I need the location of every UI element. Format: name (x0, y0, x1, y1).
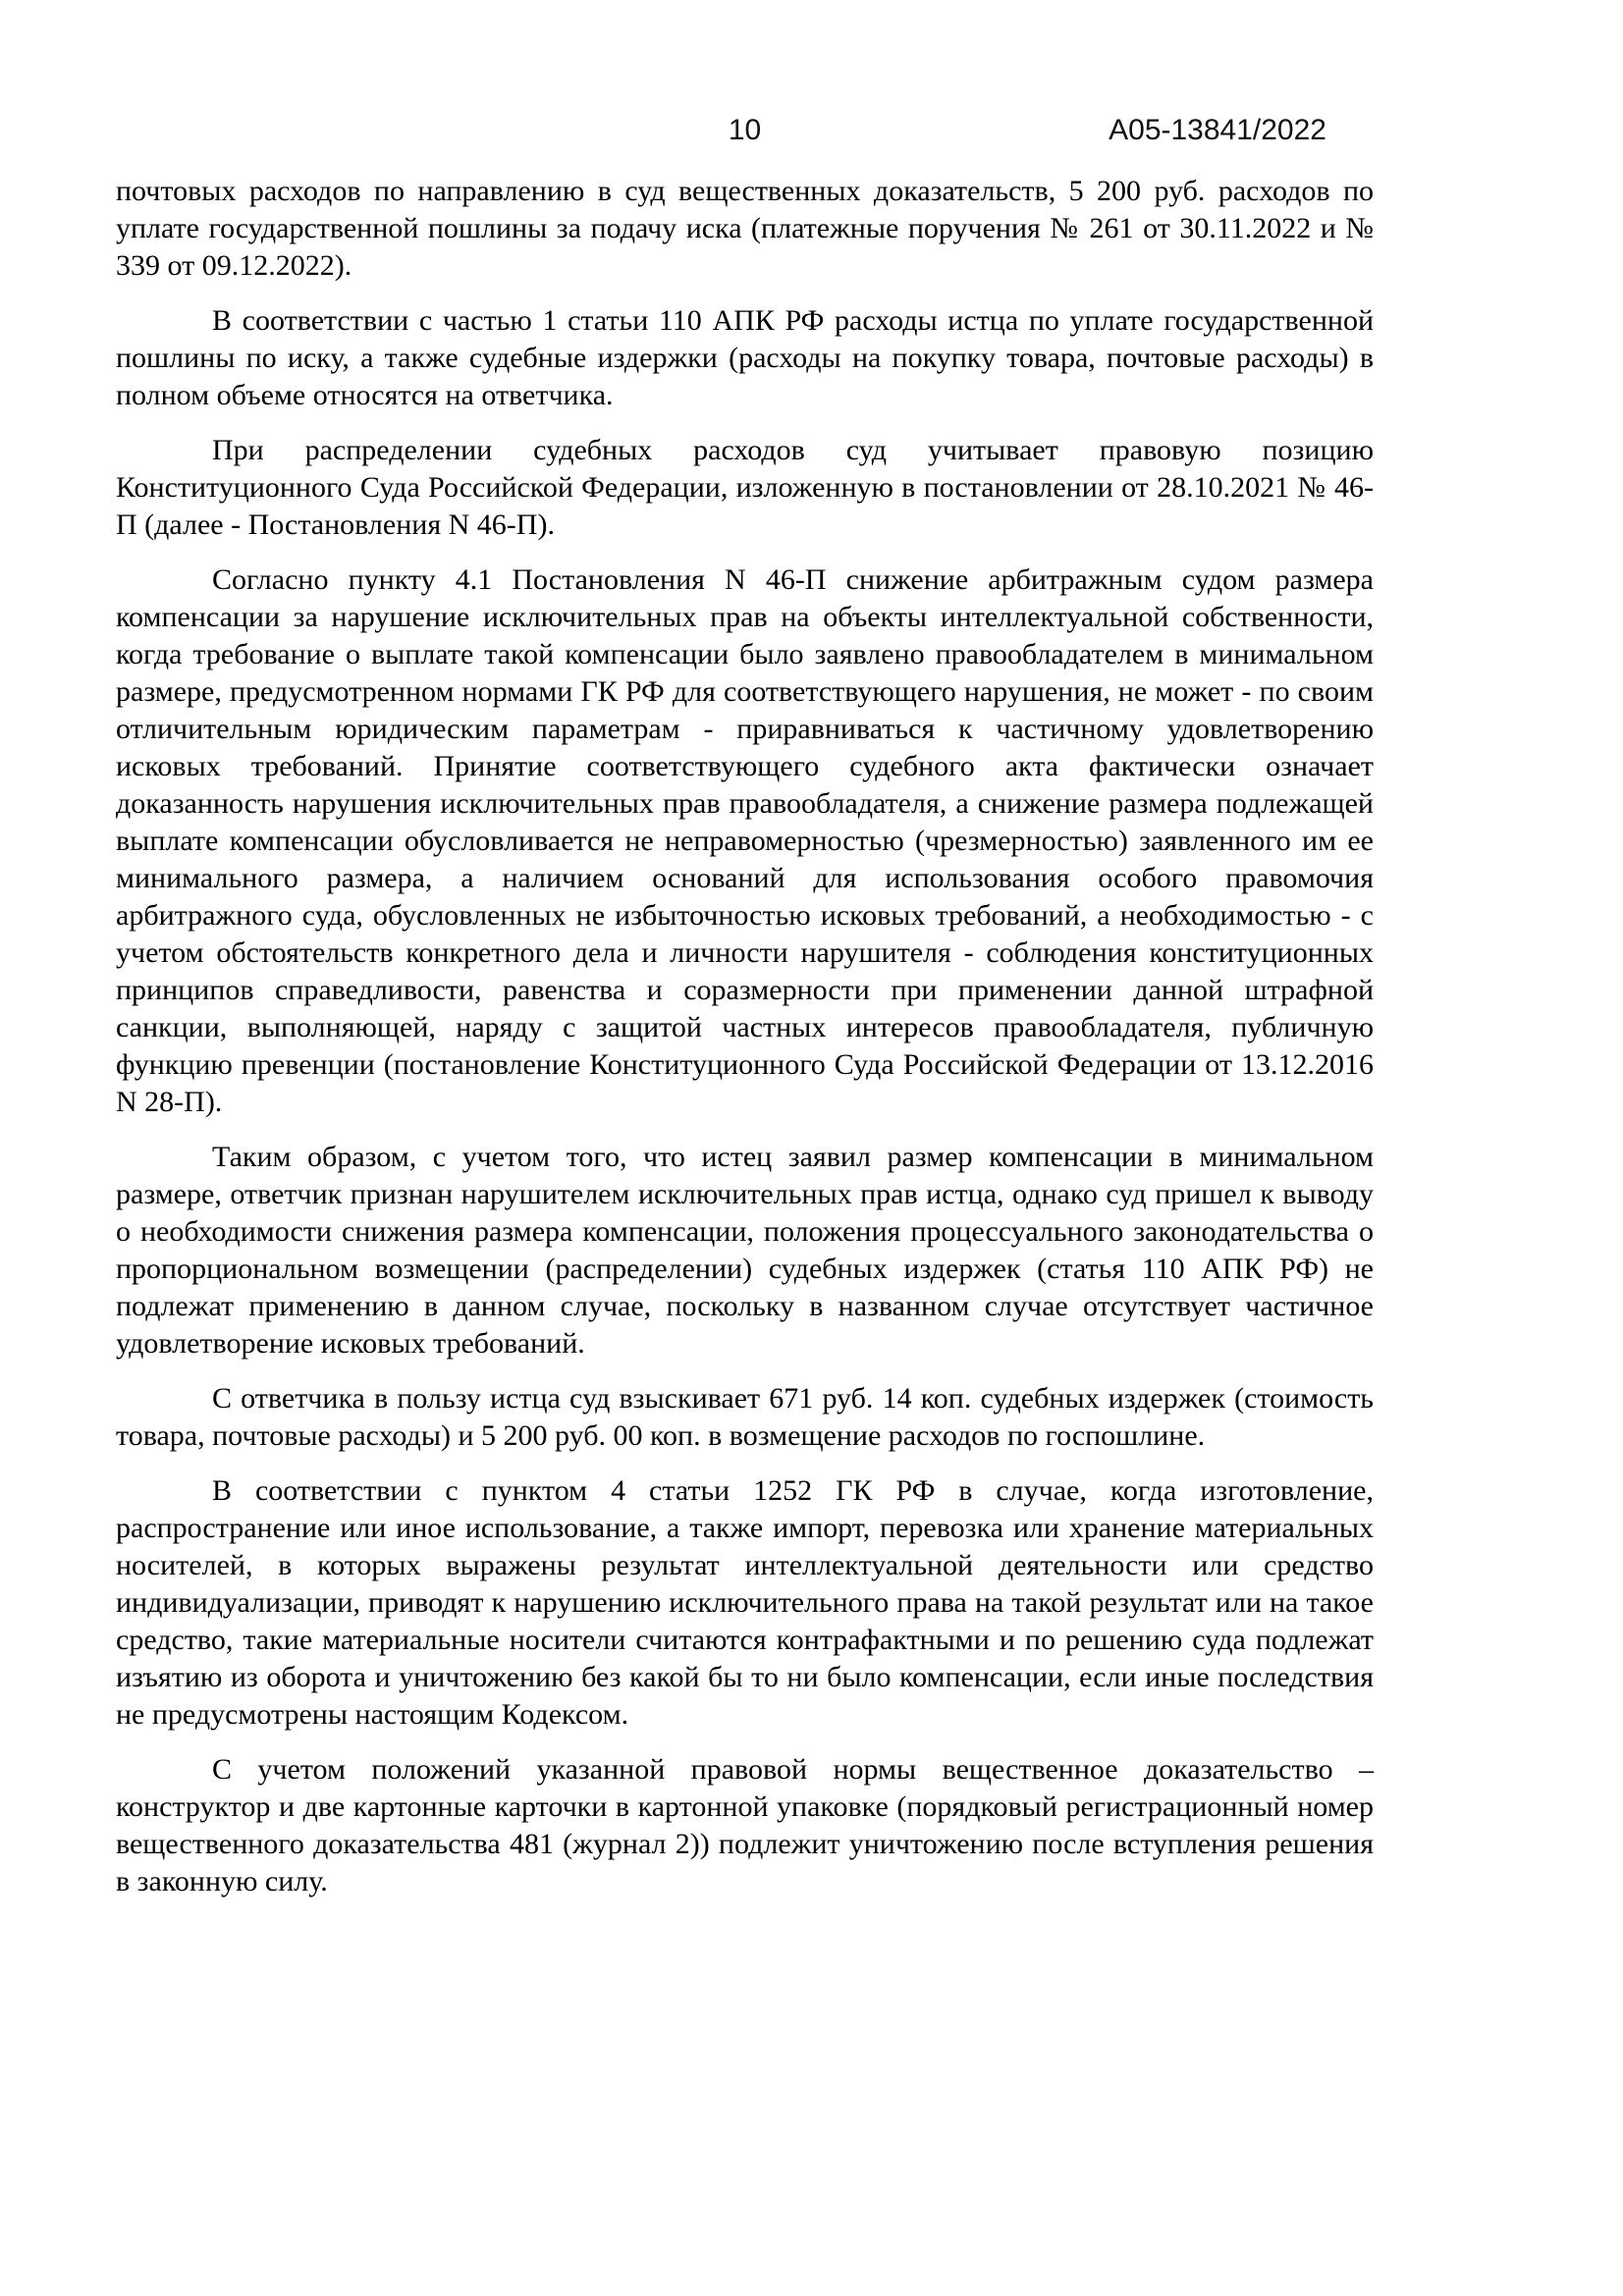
paragraph-resolution-46p-point-4-1: Согласно пункту 4.1 Постановления N 46-П снижение арбитражным судом размера компенсации за нарушение исключительных прав на объекты интеллектуальной собственности, когда требование о выплате такой компенсации было заявлено правообладателем в минимальном размере, предусмотренном нормами ГК РФ для соответствующего нарушения, не может - по своим отличительным юридическим параметрам - приравниваться к частичному удовлетворению исковых требований. Принятие соответствующего судебного акта фактически означает доказанность нарушения исключительных прав правообладателя, а снижение размера подлежащей выплате компенсации обусловливается не неправомерностью (чрезмерностью) заявленного им ее минимального размера, а наличием оснований для использования особого правомочия арбитражного суда, обусловленных не избыточностью исковых требований, а необходимостью - с учетом обстоятельств конкретного дела и личности нарушителя - соблюдения конституционных принципов справедливости, равенства и соразмерности при применении данной штрафной санкции, выполняющей, наряду с защитой частных интересов правообладателя, публичную функцию превенции (постановление Конституционного Суда Российской Федерации от 13.12.2016 N 28-П). (116, 563, 1374, 1118)
page-header (116, 114, 1374, 147)
document-body (116, 173, 1374, 1918)
case-number: А05-13841/2022 (1109, 114, 1326, 146)
paragraph-apk-110: В соответствии с частью 1 статьи 110 АПК РФ расходы истца по уплате государственной пошлины по иску, а также судебные издержки (расходы на покупку товара, почтовые расходы) в полном объеме относятся на ответчика. (116, 304, 1374, 411)
paragraph-constitutional-court-position: При распределении судебных расходов суд учитывает правовую позицию Конституционного Суда Российской Федерации, изложенную в постановлении от 28.10.2021 № 46-П (далее - Постановления N 46-П). (116, 434, 1374, 541)
paragraph-gk-1252-point-4: В соответствии с пунктом 4 статьи 1252 ГК РФ в случае, когда изготовление, распространение или иное использование, а также импорт, перевозка или хранение материальных носителей, в которых выражены результат интеллектуальной деятельности или средство индивидуализации, приводят к нарушению исключительного права на такой результат или на такое средство, такие материальные носители считаются контрафактными и по решению суда подлежат изъятию из оборота и уничтожению без какой бы то ни было компенсации, если иные последствия не предусмотрены настоящим Кодексом. (116, 1474, 1374, 1731)
paragraph-no-proportional-distribution: Таким образом, с учетом того, что истец заявил размер компенсации в минимальном размере, ответчик признан нарушителем исключительных прав истца, однако суд пришел к выводу о необходимости снижения размера компенсации, положения процессуального законодательства о пропорциональном возмещении (распределении) судебных издержек (статья 110 АПК РФ) не подлежат применению в данном случае, поскольку в названном случае отсутствует частичное удовлетворение исковых требований. (116, 1141, 1374, 1360)
paragraph-costs-continuation: почтовых расходов по направлению в суд вещественных доказательств, 5 200 руб. расходов по уплате государственной пошлины за подачу иска (платежные поручения № 261 от 30.11.2022 и № 339 от 09.12.2022). (116, 175, 1374, 282)
paragraph-amounts-awarded: С ответчика в пользу истца суд взыскивает 671 руб. 14 коп. судебных издержек (стоимость товара, почтовые расходы) и 5 200 руб. 00 коп. в возмещение расходов по госпошлине. (116, 1382, 1374, 1452)
page-number: 10 (728, 114, 762, 146)
paragraph-evidence-destruction: С учетом положений указанной правовой нормы вещественное доказательство – конструктор и две картонные карточки в картонной упаковке (порядковый регистрационный номер вещественного доказательства 481 (журнал 2)) подлежит уничтожению после вступления решения в законную силу. (116, 1753, 1374, 1897)
